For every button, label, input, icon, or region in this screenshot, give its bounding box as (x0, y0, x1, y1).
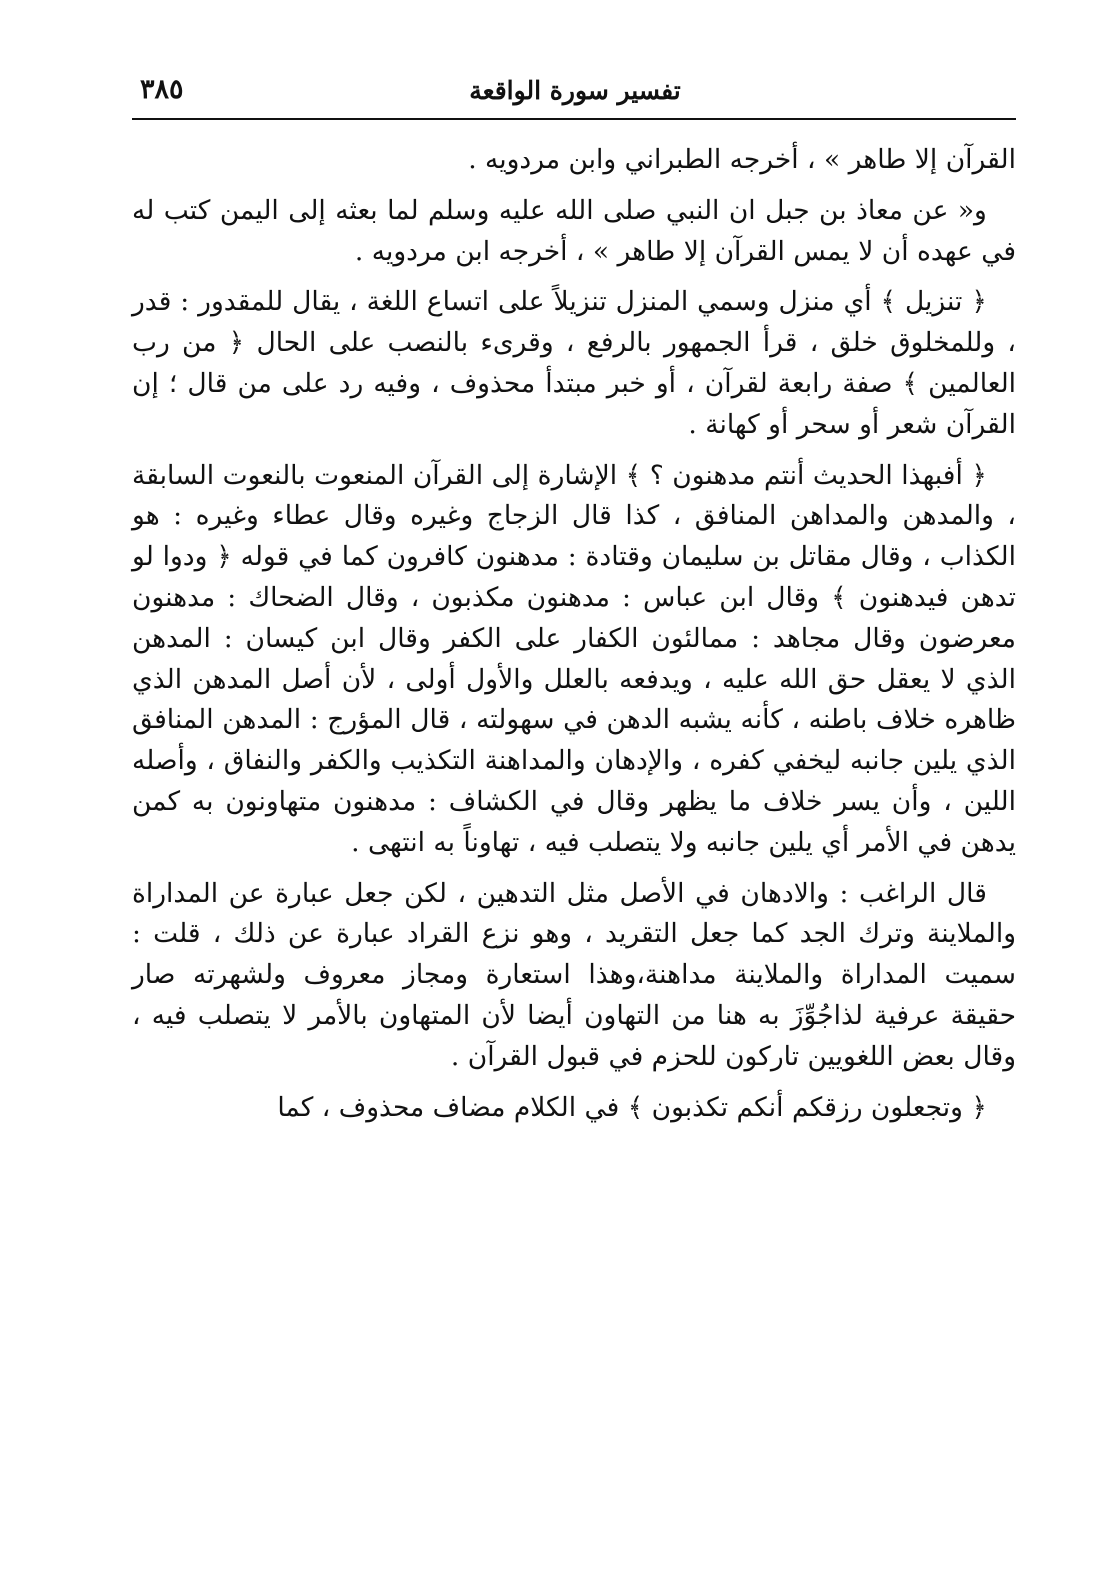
running-header (135, 72, 1015, 116)
page-body (132, 140, 1016, 1138)
page-number: ٣٨٥ (140, 74, 184, 105)
paragraph-1: القرآن إلا طاهر » ، أخرجه الطبراني وابن مردويه . (468, 144, 1016, 175)
header-divider (132, 118, 1016, 120)
paragraph-3: ﴿ تنزيل ﴾ أي منزل وسمي المنزل تنزيلاً على اتساع اللغة ، يقال للمقدور : قدر ، وللمخلوق خلق ، قرأ الجمهور بالرفع ، وقرىء بالنصب على الحال ﴿ من رب العالمين ﴾ صفة رابعة لقرآن ، أو خبر مبتدأ محذوف ، وفيه رد على من قال ؛ إن القرآن شعر أو سحر أو كهانة . (132, 286, 1016, 440)
paragraph-2: و« عن معاذ بن جبل ان النبي صلى الله عليه وسلم لما بعثه إلى اليمن كتب له في عهده أن لا يمس القرآن إلا طاهر » ، أخرجه ابن مردويه . (132, 194, 1016, 267)
chapter-title: تفسير سورة الواقعة (469, 76, 681, 105)
paragraph-4: ﴿ أفبهذا الحديث أنتم مدهنون ؟ ﴾ الإشارة إلى القرآن المنعوت بالنعوت السابقة ، والمدهن والمداهن المنافق ، كذا قال الزجاج وغيره وقال عطاء وغيره : هو الكذاب ، وقال مقاتل بن سليمان وقتادة : مدهنون كافرون كما في قوله ﴿ ودوا لو تدهن فيدهنون ﴾ وقال ابن عباس : مدهنون مكذبون ، وقال الضحاك : مدهنون معرضون وقال مجاهد : ممالئون الكفار على الكفر وقال ابن كيسان : المدهن الذي لا يعقل حق الله عليه ، ويدفعه بالعلل والأول أولى ، لأن أصل المدهن الذي ظاهره خلاف باطنه ، كأنه يشبه الدهن في سهولته ، قال المؤرج : المدهن المنافق الذي يلين جانبه ليخفي كفره ، والإدهان والمداهنة التكذيب والكفر والنفاق ، وأصله اللين ، وأن يسر خلاف ما يظهر وقال في الكشاف : مدهنون متهاونون به كمن يدهن في الأمر أي يلين جانبه ولا يتصلب فيه ، تهاوناً به انتهى . (132, 459, 1016, 858)
paragraph-5: قال الراغب : والادهان في الأصل مثل التدهين ، لكن جعل عبارة عن المداراة والملاينة وترك الجد كما جعل التقريد ، وهو نزع القراد عبارة عن ذلك ، قلت : سميت المداراة والملاينة مداهنة،وهذا استعارة ومجاز معروف ولشهرته صار حقيقة عرفية لذاجُوِّزَ به هنا من التهاون أيضا لأن المتهاون بالأمر لا يتصلب فيه ، وقال بعض اللغويين تاركون للحزم في قبول القرآن . (132, 877, 1016, 1072)
paragraph-6: ﴿ وتجعلون رزقكم أنكم تكذبون ﴾ في الكلام مضاف محذوف ، كما (277, 1091, 987, 1123)
